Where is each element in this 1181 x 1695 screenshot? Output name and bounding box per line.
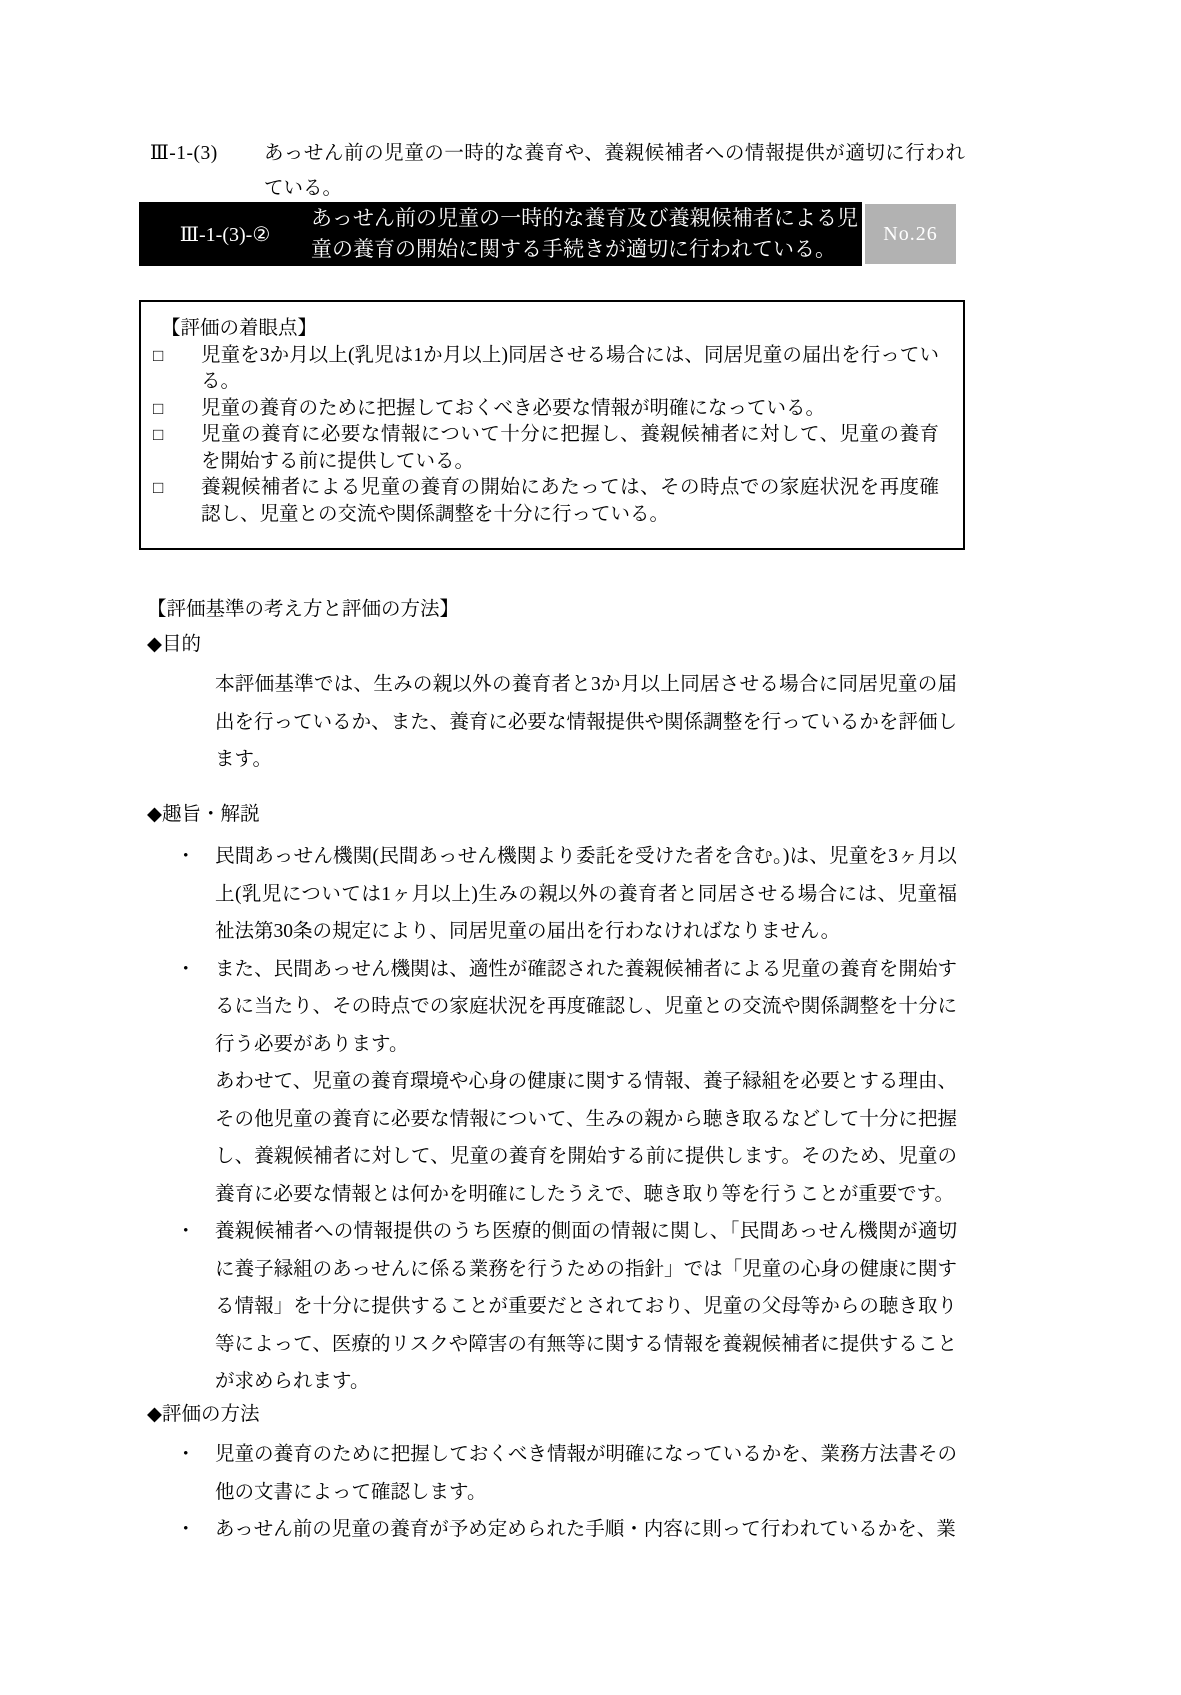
explanation-item <box>176 1213 957 1401</box>
bullet-icon: ・ <box>176 1519 196 1540</box>
section-heading-code: Ⅲ-1-(3) <box>150 143 218 164</box>
method-item-text: 児童の養育のために把握しておくべき情報が明確になっているかを、業務方法書その他の文書によって確認します。 <box>215 1444 957 1503</box>
checkbox-icon: □ <box>153 478 164 497</box>
criterion-code: Ⅲ-1-(3)-② <box>179 223 271 246</box>
explanation-item <box>176 1063 957 1213</box>
checkbox-icon: □ <box>153 425 164 444</box>
criterion-text: あっせん前の児童の一時的な養育及び養親候補者による児童の養育の開始に関する手続きが適切に行われている。 <box>311 206 858 261</box>
explanation-item-text: また、民間あっせん機関は、適性が確認された養親候補者による児童の養育を開始するに当たり、その時点での家庭状況を再度確認し、児童との交流や関係調整を十分に行う必要があります。 <box>215 958 957 1055</box>
bullet-icon: ・ <box>176 958 196 980</box>
focus-item <box>149 422 955 475</box>
explanation-item <box>176 838 957 951</box>
explanation-item-text: 民間あっせん機関(民間あっせん機関より委託を受けた者を含む。)は、児童を3ヶ月以上(乳児については1ヶ月以上)生みの親以外の養育者と同居させる場合には、児童福祉法第30条の規定により、同居児童の届出を行わなければなりません。 <box>215 846 957 942</box>
checkbox-icon: □ <box>153 398 164 418</box>
explanation-list <box>176 838 957 1401</box>
method-item-text: あっせん前の児童の養育が予め定められた手順・内容に則って行われているかを、業 <box>215 1519 956 1540</box>
focus-points-title: 【評価の着眼点】 <box>161 318 318 339</box>
method-item <box>176 1511 957 1549</box>
focus-points-box <box>139 300 965 550</box>
explanation-item-text: あわせて、児童の養育環境や心身の健康に関する情報、養子縁組を必要とする理由、その他児童の養育に必要な情報について、生みの親から聴き取るなどして十分に把握し、養親候補者に対して、児童の養育を開始する前に提供します。そのため、児童の養育に必要な情報とは何かを明確にしたうえで、聴き取り等を行うことが重要です。 <box>215 1071 957 1205</box>
criterion-bar <box>139 202 958 266</box>
focus-item <box>149 396 955 423</box>
purpose-heading: ◆目的 <box>147 634 201 655</box>
focus-item <box>149 475 955 528</box>
focus-item-text: 児童を3か月以上(乳児は1か月以上)同居させる場合には、同居児童の届出を行っている。 <box>201 344 939 392</box>
bullet-icon: ・ <box>176 846 196 867</box>
explanation-item <box>176 951 957 1064</box>
explanation-item-text: 養親候補者への情報提供のうち医療的側面の情報に関し、「民間あっせん機関が適切に養子縁組のあっせんに係る業務を行うための指針」では「児童の心身の健康に関する情報」を十分に提供することが重要だとされており、児童の父母等からの聴き取り等によって、医療的リスクや障害の有無等に関する情報を養親候補者に提供することが求められます。 <box>215 1221 957 1392</box>
focus-item-text: 養親候補者による児童の養育の開始にあたっては、その時点での家庭状況を再度確認し、児童との交流や関係調整を十分に行っている。 <box>201 477 939 525</box>
purpose-body: 本評価基準では、生みの親以外の養育者と3か月以上同居させる場合に同居児童の届出を行っているか、また、養育に必要な情報提供や関係調整を行っているかを評価します。 <box>215 674 957 770</box>
bullet-icon: ・ <box>176 1444 196 1465</box>
evaluation-method-list <box>176 1436 957 1549</box>
focus-item-text: 児童の養育に必要な情報について十分に把握し、養親候補者に対して、児童の養育を開始する前に提供している。 <box>201 424 939 472</box>
checkbox-icon: □ <box>153 345 164 365</box>
focus-item-text: 児童の養育のために把握しておくべき必要な情報が明確になっている。 <box>201 397 826 419</box>
focus-item <box>149 343 955 396</box>
criteria-method-heading: 【評価基準の考え方と評価の方法】 <box>147 599 460 620</box>
section-heading-text: あっせん前の児童の一時的な養育や、養親候補者への情報提供が適切に行われている。 <box>264 143 965 199</box>
criterion-number-badge: No.26 <box>862 202 958 266</box>
bullet-icon: ・ <box>176 1221 196 1242</box>
explanation-heading: ◆趣旨・解説 <box>147 804 260 825</box>
method-item <box>176 1436 957 1511</box>
section-heading <box>150 136 966 206</box>
evaluation-method-heading: ◆評価の方法 <box>147 1404 260 1425</box>
